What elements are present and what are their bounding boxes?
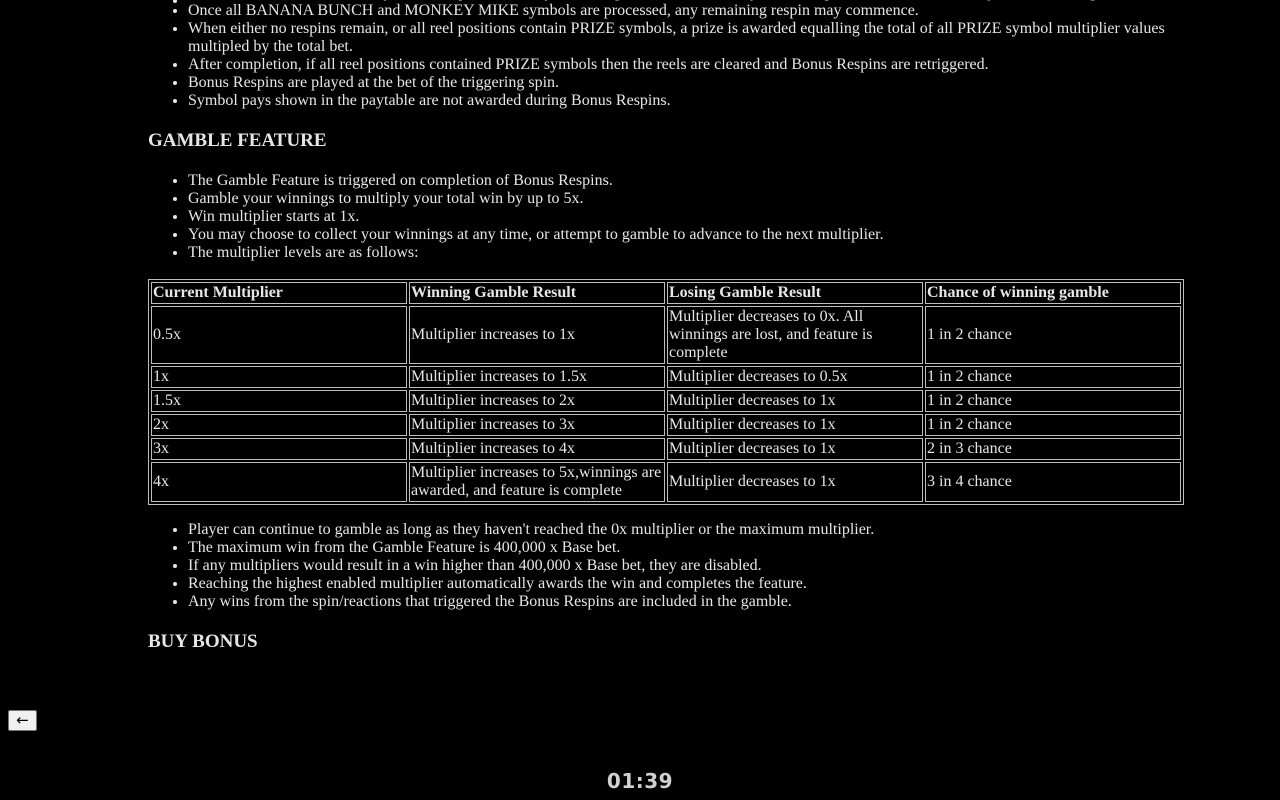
bonus-respins-rules-list bbox=[148, 0, 1184, 110]
list-item: • Symbol pays shown in the paytable are not awarded during Bonus Respins. bbox=[188, 92, 1184, 110]
table-cell: Multiplier increases to 1x bbox=[409, 306, 665, 364]
table-cell: 0.5x bbox=[151, 306, 407, 364]
gamble-multiplier-table bbox=[148, 279, 1184, 505]
list-item: • Once all BANANA BUNCH and MONKEY MIKE symbols are processed, any remaining respin may commence. bbox=[188, 2, 1184, 20]
table-cell: Multiplier decreases to 1x bbox=[667, 390, 923, 412]
table-cell: Multiplier decreases to 1x bbox=[667, 438, 923, 460]
table-row bbox=[151, 306, 1181, 364]
back-button[interactable] bbox=[8, 710, 37, 731]
table-cell: Multiplier increases to 4x bbox=[409, 438, 665, 460]
table-cell: 1 in 2 chance bbox=[925, 306, 1181, 364]
list-item: • The multiplier levels are as follows: bbox=[188, 244, 1184, 262]
table-cell: Multiplier increases to 1.5x bbox=[409, 366, 665, 388]
list-item-clipped bbox=[188, 0, 1184, 2]
table-cell: Multiplier decreases to 0x. All winnings are lost, and feature is complete bbox=[667, 306, 923, 364]
table-cell: 2x bbox=[151, 414, 407, 436]
list-item: • You may choose to collect your winnings at any time, or attempt to gamble to advance to the next multiplier. bbox=[188, 226, 1184, 244]
header-winning-result: Winning Gamble Result bbox=[409, 282, 665, 304]
buy-bonus-heading: BUY BONUS bbox=[148, 631, 258, 652]
table-cell: Multiplier increases to 2x bbox=[409, 390, 665, 412]
table-cell: 4x bbox=[151, 462, 407, 502]
gamble-intro-list bbox=[148, 172, 1184, 262]
table-cell: 3x bbox=[151, 438, 407, 460]
table-header-row bbox=[151, 282, 1181, 304]
list-item: • If any multipliers would result in a win higher than 400,000 x Base bet, they are disabled. bbox=[188, 557, 1184, 575]
table-cell: 3 in 4 chance bbox=[925, 462, 1181, 502]
table-cell: 1 in 2 chance bbox=[925, 390, 1181, 412]
table-row bbox=[151, 390, 1181, 412]
table-cell: 1 in 2 chance bbox=[925, 414, 1181, 436]
list-item: • After completion, if all reel positions contained PRIZE symbols then the reels are cleared and Bonus Respins are retriggered. bbox=[188, 56, 1184, 74]
table-cell: 1x bbox=[151, 366, 407, 388]
list-item: • The Gamble Feature is triggered on completion of Bonus Respins. bbox=[188, 172, 1184, 190]
list-item: • Reaching the highest enabled multiplier automatically awards the win and completes the feature. bbox=[188, 575, 1184, 593]
table-cell: 2 in 3 chance bbox=[925, 438, 1181, 460]
table-cell: 1 in 2 chance bbox=[925, 366, 1181, 388]
header-current-multiplier: Current Multiplier bbox=[151, 282, 407, 304]
gamble-outro-list bbox=[148, 521, 1184, 611]
table-row bbox=[151, 414, 1181, 436]
table-cell: 1.5x bbox=[151, 390, 407, 412]
paytable-rules-content bbox=[148, 0, 1184, 673]
table-cell: Multiplier increases to 5x,winnings are awarded, and feature is complete bbox=[409, 462, 665, 502]
list-item: • Player can continue to gamble as long as they haven't reached the 0x multiplier or the maximum multiplier. bbox=[188, 521, 1184, 539]
table-cell: Multiplier decreases to 0.5x bbox=[667, 366, 923, 388]
session-timer: 01:39 bbox=[606, 769, 674, 793]
gamble-feature-heading: GAMBLE FEATURE bbox=[148, 130, 327, 151]
list-item: • When either no respins remain, or all reel positions contain PRIZE symbols, a prize is awarded equalling the total of all PRIZE symbol multiplier values multipled by the total bet. bbox=[188, 20, 1184, 56]
table-cell: Multiplier decreases to 1x bbox=[667, 462, 923, 502]
list-item: • Any wins from the spin/reactions that triggered the Bonus Respins are included in the gamble. bbox=[188, 593, 1184, 611]
table-row bbox=[151, 366, 1181, 388]
table-row bbox=[151, 438, 1181, 460]
clipped-rule-text bbox=[188, 0, 1109, 2]
list-item: • Gamble your winnings to multiply your total win by up to 5x. bbox=[188, 190, 1184, 208]
table-cell: Multiplier increases to 3x bbox=[409, 414, 665, 436]
list-item: • The maximum win from the Gamble Feature is 400,000 x Base bet. bbox=[188, 539, 1184, 557]
header-losing-result: Losing Gamble Result bbox=[667, 282, 923, 304]
list-item: • Win multiplier starts at 1x. bbox=[188, 208, 1184, 226]
table-cell: Multiplier decreases to 1x bbox=[667, 414, 923, 436]
header-chance: Chance of winning gamble bbox=[925, 282, 1181, 304]
left-arrow-icon: ← bbox=[16, 711, 29, 729]
list-item: • Bonus Respins are played at the bet of the triggering spin. bbox=[188, 74, 1184, 92]
table-row bbox=[151, 462, 1181, 502]
